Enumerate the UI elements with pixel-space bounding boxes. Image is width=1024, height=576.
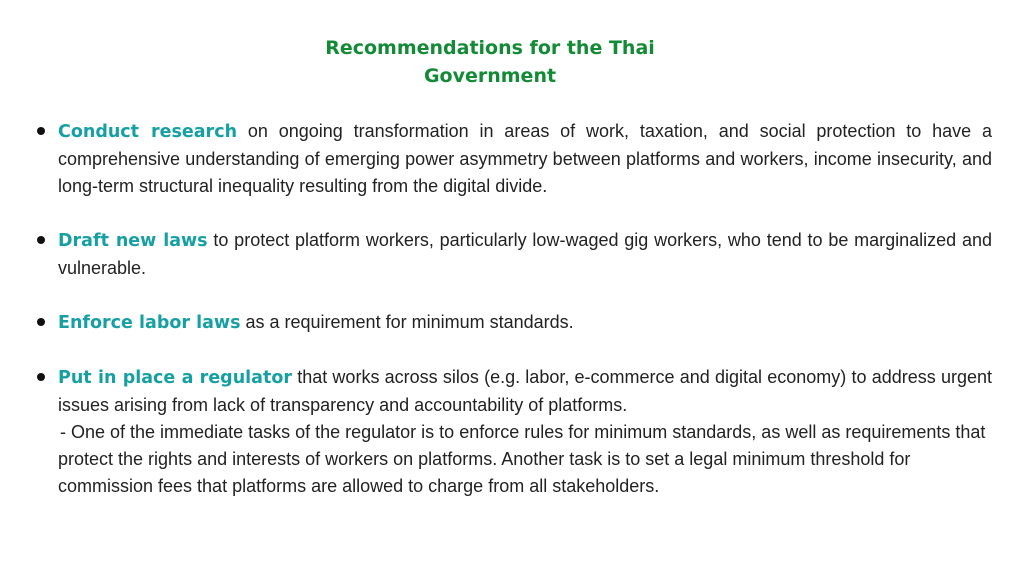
recommendation-lead: Draft new laws bbox=[58, 231, 208, 251]
bullet-dot-icon bbox=[37, 373, 45, 381]
bullet-dot-icon bbox=[37, 236, 45, 244]
bullet-dot-icon bbox=[37, 318, 45, 326]
recommendation-text: on ongoing transformation in areas of work, taxation, and social protection to have a comprehensive understanding of emerging power asymmetry between platforms and workers, income insecurity, and long-term structural inequality resulting from the digital divide. bbox=[58, 121, 992, 196]
recommendation-text: as a requirement for minimum standards. bbox=[240, 312, 574, 332]
recommendation-text: to protect platform workers, particularly low-waged gig workers, who tend to be marginalized and vulnerable. bbox=[58, 230, 992, 278]
recommendation-item bbox=[58, 227, 992, 282]
recommendation-item bbox=[58, 309, 992, 337]
recommendation-text: that works across silos (e.g. labor, e-commerce and digital economy) to address urgent issues arising from lack of transparency and accountability of platforms. bbox=[58, 367, 992, 415]
bullet-dot-icon bbox=[37, 127, 45, 135]
recommendation-subtext: - One of the immediate tasks of the regulator is to enforce rules for minimum standards, as well as requirements that protect the rights and interests of workers on platforms. Another task is to set a legal minimum threshold for commission fees that platforms are allowed to charge from all stakeholders. bbox=[58, 422, 986, 496]
recommendation-item bbox=[58, 118, 992, 200]
recommendation-lead: Put in place a regulator bbox=[58, 368, 292, 388]
page-title-line-1: Recommendations for the Thai bbox=[325, 37, 655, 59]
page-title bbox=[300, 34, 680, 90]
recommendation-lead: Enforce labor laws bbox=[58, 313, 241, 333]
page-title-line-2: Government bbox=[423, 65, 557, 87]
recommendation-item bbox=[58, 364, 992, 500]
recommendation-lead: Conduct research bbox=[58, 122, 238, 142]
recommendation-list bbox=[58, 118, 992, 500]
